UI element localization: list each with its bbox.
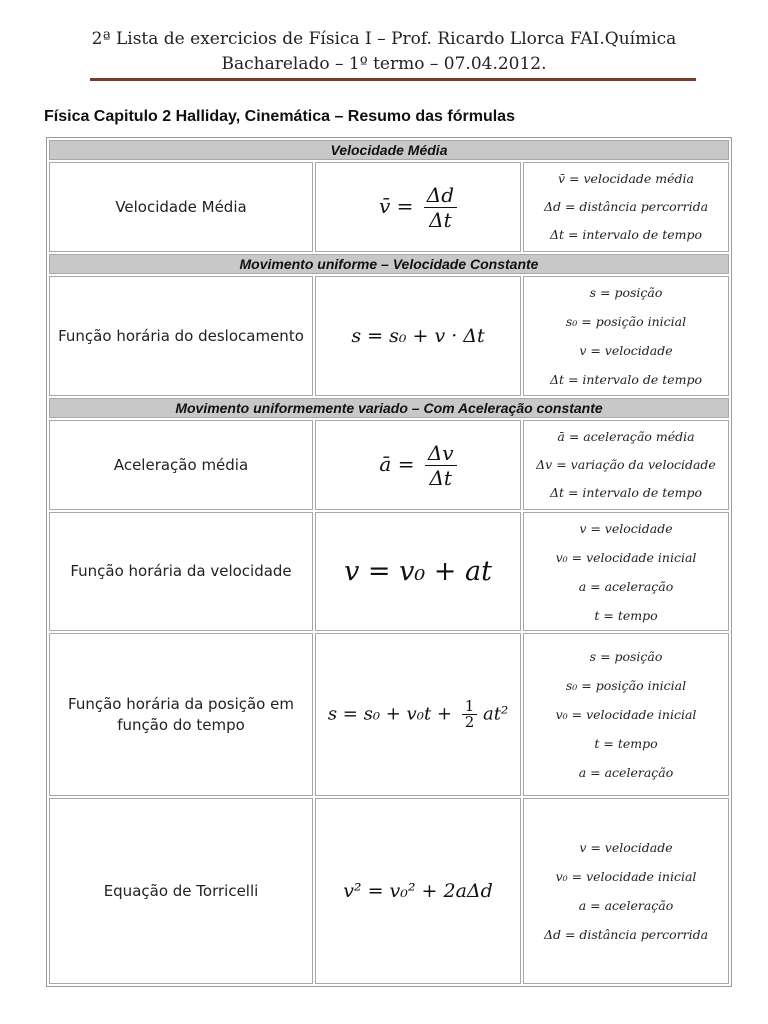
row-name-funcao-velocidade: Função horária da velocidade <box>49 512 313 631</box>
definition-item: s = posição <box>589 649 663 664</box>
table-row <box>49 798 729 984</box>
definitions-funcao-deslocamento <box>523 276 729 396</box>
section-header-velocidade-media: Velocidade Média <box>49 140 729 160</box>
definition-item: s = posição <box>589 285 663 300</box>
fraction-denominator: 2 <box>464 713 475 731</box>
definitions-aceleracao-media <box>523 420 729 510</box>
table-row <box>49 633 729 796</box>
formula-funcao-velocidade: v = v₀ + at <box>315 512 521 631</box>
row-name-torricelli: Equação de Torricelli <box>49 798 313 984</box>
definition-item: Δd = distância percorrida <box>543 199 709 214</box>
table-row <box>49 420 729 510</box>
row-name-funcao-deslocamento: Função horária do deslocamento <box>49 276 313 396</box>
fraction-numerator: Δd <box>424 183 457 208</box>
definition-item: a = aceleração <box>578 765 674 780</box>
document-header <box>0 27 768 77</box>
row-name-funcao-posicao: Função horária da posição em função do tempo <box>49 633 313 796</box>
table-row <box>49 512 729 631</box>
table-row <box>49 276 729 396</box>
definition-item: s₀ = posição inicial <box>565 678 687 693</box>
fraction-denominator: Δt <box>429 465 452 490</box>
header-line-2: Bacharelado – 1º termo – 07.04.2012. <box>221 54 547 74</box>
header-divider <box>90 78 696 81</box>
fraction-numerator: 1 <box>462 699 478 715</box>
definition-item: a = aceleração <box>578 898 674 913</box>
table-row <box>49 162 729 252</box>
definition-item: Δt = intervalo de tempo <box>549 485 703 500</box>
definition-item: Δv = variação da velocidade <box>536 457 716 472</box>
formula-lhs: s = s₀ + v₀t + <box>327 703 452 725</box>
formula-table <box>46 137 732 987</box>
definition-item: v = velocidade <box>579 840 673 855</box>
definition-item: s₀ = posição inicial <box>565 314 687 329</box>
fraction-numerator: Δv <box>425 441 457 466</box>
formula-fraction <box>462 699 478 730</box>
formula-fraction <box>424 183 457 232</box>
formula-lhs: v̄ = <box>378 193 414 218</box>
fraction-denominator: Δt <box>429 207 452 232</box>
definition-item: v̄ = velocidade média <box>558 171 694 186</box>
definitions-funcao-posicao <box>523 633 729 796</box>
row-name-aceleracao-media: Aceleração média <box>49 420 313 510</box>
definition-item: v = velocidade <box>579 343 673 358</box>
formula-rhs: at² <box>483 703 509 725</box>
definition-item: ā = aceleração média <box>557 429 695 444</box>
row-name-velocidade-media: Velocidade Média <box>49 162 313 252</box>
definition-item: Δt = intervalo de tempo <box>549 372 703 387</box>
summary-title: Física Capitulo 2 Halliday, Cinemática – Resumo das fórmulas <box>44 108 515 125</box>
definition-item: v = velocidade <box>579 520 673 536</box>
definitions-torricelli <box>523 798 729 984</box>
definitions-velocidade-media <box>523 162 729 252</box>
definition-item: v₀ = velocidade inicial <box>555 869 697 884</box>
definitions-funcao-velocidade <box>523 512 729 631</box>
definition-item: v₀ = velocidade inicial <box>555 707 697 722</box>
section-header-movimento-variado: Movimento uniformemente variado – Com Aceleração constante <box>49 398 729 418</box>
definition-item: v₀ = velocidade inicial <box>555 549 697 565</box>
section-header-movimento-uniforme: Movimento uniforme – Velocidade Constante <box>49 254 729 274</box>
formula-funcao-posicao <box>315 633 521 796</box>
definition-item: t = tempo <box>594 736 658 751</box>
formula-fraction <box>425 441 457 490</box>
definition-item: Δt = intervalo de tempo <box>549 227 703 242</box>
formula-aceleracao-media <box>315 420 521 510</box>
formula-torricelli: v² = v₀² + 2aΔd <box>315 798 521 984</box>
formula-lhs: ā = <box>379 451 415 476</box>
definition-item: t = tempo <box>594 607 658 623</box>
header-line-1: 2ª Lista de exercicios de Física I – Prof. Ricardo Llorca FAI.Química <box>91 29 677 49</box>
formula-funcao-deslocamento: s = s₀ + v · Δt <box>315 276 521 396</box>
definition-item: a = aceleração <box>578 578 674 594</box>
formula-velocidade-media <box>315 162 521 252</box>
definition-item: Δd = distância percorrida <box>543 927 709 942</box>
